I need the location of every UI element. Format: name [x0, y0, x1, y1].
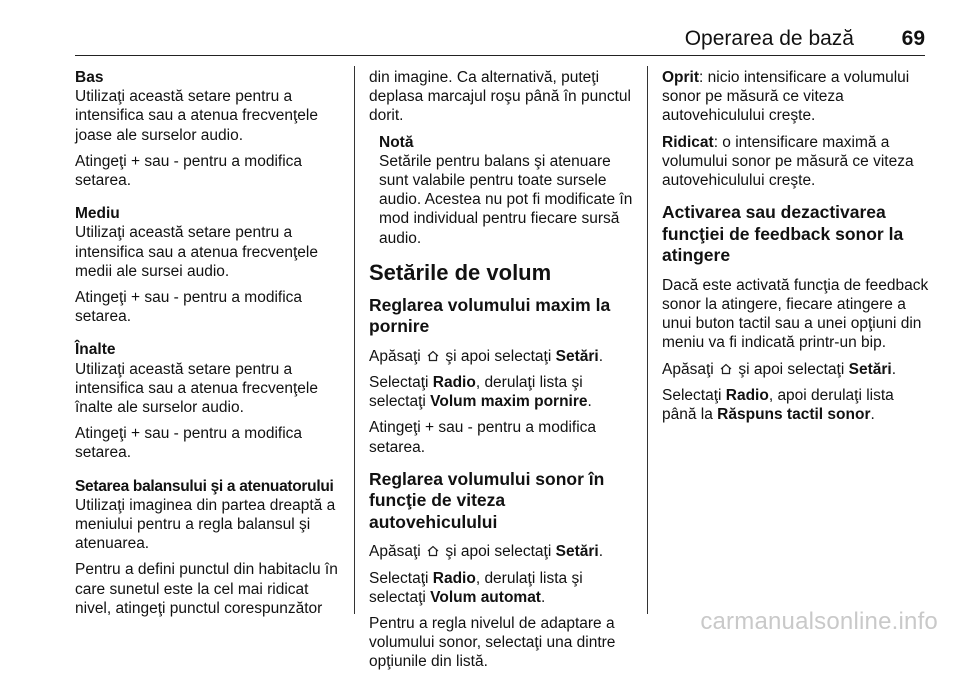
text: .	[598, 543, 604, 561]
text: Apăsaţi	[662, 360, 719, 378]
page-section-title: Operarea de bază	[684, 27, 854, 50]
section-bas	[75, 68, 345, 190]
heading-balans: Setarea balansului şi a atenuatorului	[75, 477, 334, 495]
text: Selectaţi	[662, 386, 726, 404]
text: .	[870, 405, 875, 423]
paragraph	[369, 542, 635, 561]
section-balans	[75, 477, 345, 618]
column-divider-2	[647, 66, 648, 614]
page-number: 69	[901, 27, 925, 50]
text: , apoi derulaţi lista până la	[662, 386, 894, 423]
option-ridicat: Ridicat	[662, 133, 714, 151]
text: şi apoi selectaţi	[734, 360, 849, 378]
column-3	[662, 68, 930, 431]
menu-item-volum-maxim: Volum maxim pornire	[430, 393, 588, 411]
paragraph: Utilizaţi această setare pentru a intensifica sau a atenua frecvenţele înalte ale surselor audio.	[75, 360, 318, 417]
text: Selectaţi	[369, 374, 433, 392]
text: Selectaţi	[369, 569, 433, 587]
paragraph	[662, 360, 930, 379]
menu-item-setari: Setări	[555, 347, 599, 365]
heading-inalte: Înalte	[75, 341, 116, 359]
watermark: carmanualsonline.info	[700, 608, 938, 635]
paragraph-oprit	[662, 68, 930, 126]
text: .	[891, 360, 897, 378]
paragraph: Utilizaţi această setare pentru a intensifica sau a atenua frecvenţele medii ale sursei audio.	[75, 224, 318, 280]
header-divider	[75, 55, 925, 56]
heading-mediu: Mediu	[75, 205, 120, 223]
home-icon	[719, 362, 733, 376]
text: .	[587, 393, 592, 411]
paragraph	[369, 569, 635, 607]
text: : o intensificare maximă a volumului sonor pe măsură ce viteza autovehiculului creşte.	[662, 133, 914, 190]
paragraph: din imagine. Ca alternativă, puteţi deplasa marcajul roşu până în punctul dorit.	[369, 69, 631, 125]
option-oprit: Oprit	[662, 69, 700, 86]
text: .	[598, 347, 604, 365]
home-icon	[426, 349, 440, 363]
paragraph-ridicat	[662, 133, 930, 191]
paragraph: Atingeţi + sau - pentru a modifica setarea.	[75, 289, 303, 326]
column-1	[75, 68, 345, 632]
home-icon	[426, 544, 440, 558]
text: .	[540, 588, 546, 606]
paragraph	[662, 386, 930, 424]
heading-speed-volume: Reglarea volumului sonor în funcţie de viteza autovehiculului	[369, 468, 605, 532]
section-inalte	[75, 340, 345, 462]
paragraph: Pentru a regla nivelul de adaptare a volumului sonor, selectaţi una dintre opţiunile din listă.	[369, 614, 616, 671]
section-mediu	[75, 204, 345, 326]
column-divider-1	[354, 66, 355, 614]
text: , derulaţi lista şi selectaţi	[369, 569, 583, 606]
menu-item-radio: Radio	[432, 569, 476, 587]
paragraph: Utilizaţi această setare pentru a intensifica sau a atenua frecvenţele joase ale surselor audio.	[75, 88, 318, 144]
paragraph: Atingeţi + sau - pentru a modifica setarea.	[75, 152, 303, 190]
heading-feedback: Activarea sau dezactivarea funcţiei de feedback sonor la atingere	[662, 202, 904, 266]
text: : nicio intensificare a volumului sonor pe măsură ce viteza autovehiculului creşte.	[662, 69, 910, 125]
text: , derulaţi lista şi selectaţi	[369, 374, 583, 411]
paragraph: Utilizaţi imaginea din partea dreaptă a meniului pentru a regla balansul şi atenuarea.	[75, 496, 336, 553]
column-2	[369, 68, 635, 679]
menu-item-radio: Radio	[725, 386, 769, 404]
paragraph: Atingeţi + sau - pentru a modifica setarea.	[369, 419, 597, 456]
text: Apăsaţi	[369, 347, 426, 365]
note-text: Setările pentru balans şi atenuare sunt valabile pentru toate sursele audio. Acestea nu pot fi modificate în mod individual pentru fiecare sursă audio.	[379, 152, 633, 247]
menu-item-setari: Setări	[555, 543, 599, 561]
menu-item-radio: Radio	[432, 374, 476, 392]
menu-item-raspuns-tactil: Răspuns tactil sonor	[717, 405, 871, 423]
text: Apăsaţi	[369, 543, 426, 561]
paragraph: Pentru a defini punctul din habitaclu în care sunetul este la cel mai ridicat nivel, atingeţi punctul corespunzător	[75, 561, 338, 617]
text: şi apoi selectaţi	[441, 543, 556, 561]
heading-bas: Bas	[75, 69, 104, 86]
menu-item-volum-automat: Volum automat	[430, 588, 541, 606]
paragraph	[369, 347, 635, 366]
heading-max-volume: Reglarea volumului maxim la pornire	[369, 294, 611, 337]
heading-volume-settings: Setările de volum	[369, 259, 552, 285]
paragraph: Dacă este activată funcţia de feedback sonor la atingere, fiecare atingere a unui buton tactil sau a unei opţiuni din meniu va fi indicată printr-un bip.	[662, 276, 929, 352]
text: şi apoi selectaţi	[441, 347, 556, 365]
note-title: Notă	[379, 133, 414, 151]
note-box	[369, 133, 635, 248]
menu-item-setari: Setări	[848, 360, 892, 378]
paragraph	[369, 373, 635, 411]
paragraph: Atingeţi + sau - pentru a modifica setarea.	[75, 425, 303, 462]
